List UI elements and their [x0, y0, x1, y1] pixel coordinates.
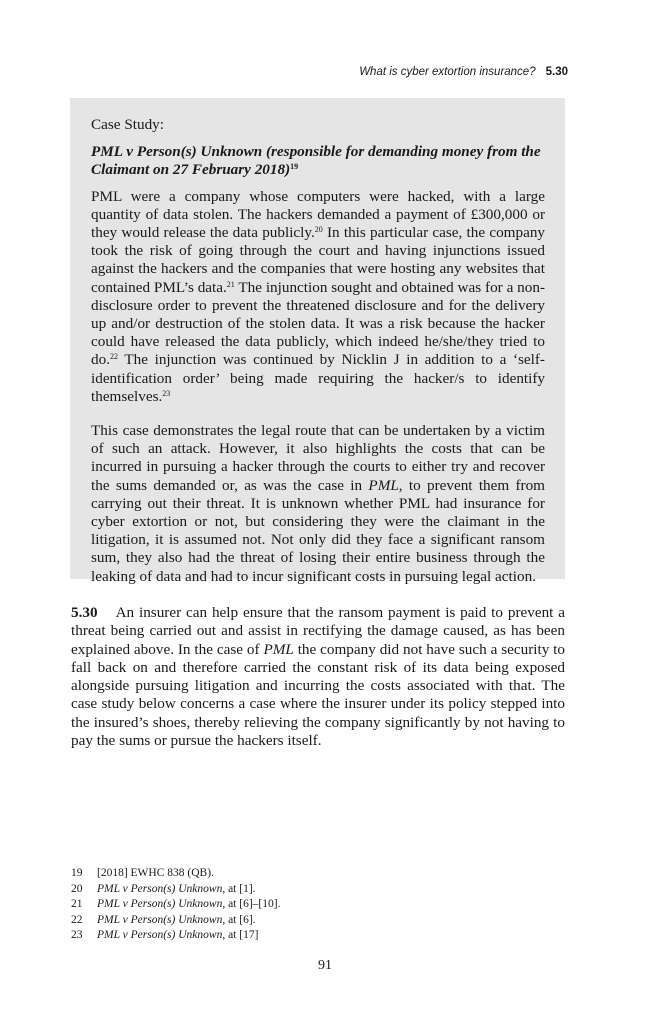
case-text: The injunction was continued by Nicklin J in addition to a ‘self-identification order’ being made requiring the hacker/s to identify themselves.: [91, 351, 545, 405]
running-header-title: What is cyber extortion insurance?: [359, 66, 536, 78]
footnote-body: [97, 882, 256, 898]
case-study-paragraph-2: [91, 422, 545, 586]
footnote-case: PML v Person(s) Unknown: [97, 882, 223, 895]
footnote-number: 21: [71, 898, 83, 910]
footnote-20: [71, 882, 565, 898]
footnote-ref-22: 22: [109, 352, 118, 362]
footnote-text: [2018] EWHC 838 (QB).: [97, 867, 214, 879]
footnote-case: PML v Person(s) Unknown: [97, 913, 223, 926]
footnote-22: [71, 913, 565, 929]
footnote-ref-19: 19: [290, 162, 299, 172]
section-paragraph-5-30: [71, 604, 565, 750]
case-name-italic: PML: [263, 640, 294, 658]
section-text: the company did not have such a security to fall back on and therefore carried the constant risk of its data being exposed alongside pursuing litigation and incurring the costs associated with that. The case study below concerns a case where the insurer under its policy stepped into the insured’s shoes, thereby relieving the company significantly by not having to pay the sums or pursue the hackers itself.: [71, 640, 565, 750]
footnote-case: PML v Person(s) Unknown: [97, 898, 223, 910]
section-number: 5.30: [71, 604, 98, 621]
case-text: This case demonstrates the legal route that can be undertaken by a victim of such an attack. However, it also highlights the costs that can be incurred in pursuing a hacker through the courts to either try and recover the sums demanded or, as was the case in: [91, 422, 545, 494]
footnote-ref-23: 23: [162, 388, 171, 398]
footnote-19: [71, 866, 565, 882]
footnote-case: PML v Person(s) Unknown: [97, 929, 223, 941]
footnote-number: 20: [71, 882, 83, 895]
running-header-section: 5.30: [545, 66, 568, 78]
footnote-body: [97, 913, 256, 929]
footnote-body: [97, 897, 280, 913]
case-study-title: [91, 143, 545, 179]
footnote-text: , at [17]: [222, 929, 259, 941]
case-text: In this particular case, the company took the risk of going through the court and having injunctions issued against the hackers and the companies that were hosting any websites that contained PML’s data.: [91, 224, 546, 296]
running-header: [359, 66, 568, 78]
case-text: The injunction sought and obtained was for a non-disclosure order to prevent the threatened disclosure and for the delivery up and/or destruction of the stolen data. It was a risk because the hacker could have released the data publicly, which indeed he/she/they tried to do.: [91, 278, 546, 369]
footnote-text: , at [6].: [222, 913, 256, 926]
footnote-text: , at [6]–[10].: [222, 898, 281, 910]
footnote-ref-21: 21: [226, 279, 235, 289]
case-name-italic: PML: [368, 476, 399, 494]
case-study-label: Case Study:: [91, 116, 164, 133]
footnotes: [71, 866, 565, 944]
section-text: An insurer can help ensure that the ransom payment is paid to prevent a threat being carried out and assist in rectifying the damage caused, as has been explained above. In the case of: [71, 604, 565, 658]
case-study-box: [70, 98, 565, 585]
footnote-number: 22: [71, 913, 83, 926]
footnote-body: [97, 928, 258, 944]
case-text: , to prevent them from carrying out their threat. It is unknown whether PML had insurance for cyber extortion or not, but considering they were the claimant in the litigation, it is assumed not. Not only did they face a significant ransom sum, they also had the threat of losing their entire business through the leaking of data and had to incur significant costs in pursuing legal action.: [91, 476, 545, 585]
footnote-body: [97, 866, 214, 882]
footnote-number: 19: [71, 867, 83, 879]
case-text: PML were a company whose computers were hacked, with a large quantity of data stolen. The hackers demanded a payment of £300,000 or they would release the data publicly.: [91, 187, 545, 242]
footnote-text: , at [1].: [222, 882, 256, 895]
footnote-number: 23: [71, 929, 83, 941]
footnote-23: [71, 928, 565, 944]
case-study-paragraph-1: [91, 188, 545, 406]
footnote-21: [71, 897, 565, 913]
page-number: 91: [318, 958, 332, 973]
footnote-ref-20: 20: [314, 225, 323, 235]
case-study-title-text: PML v Person(s) Unknown (responsible for demanding money from the Claimant on 27 February 2018): [91, 143, 541, 179]
